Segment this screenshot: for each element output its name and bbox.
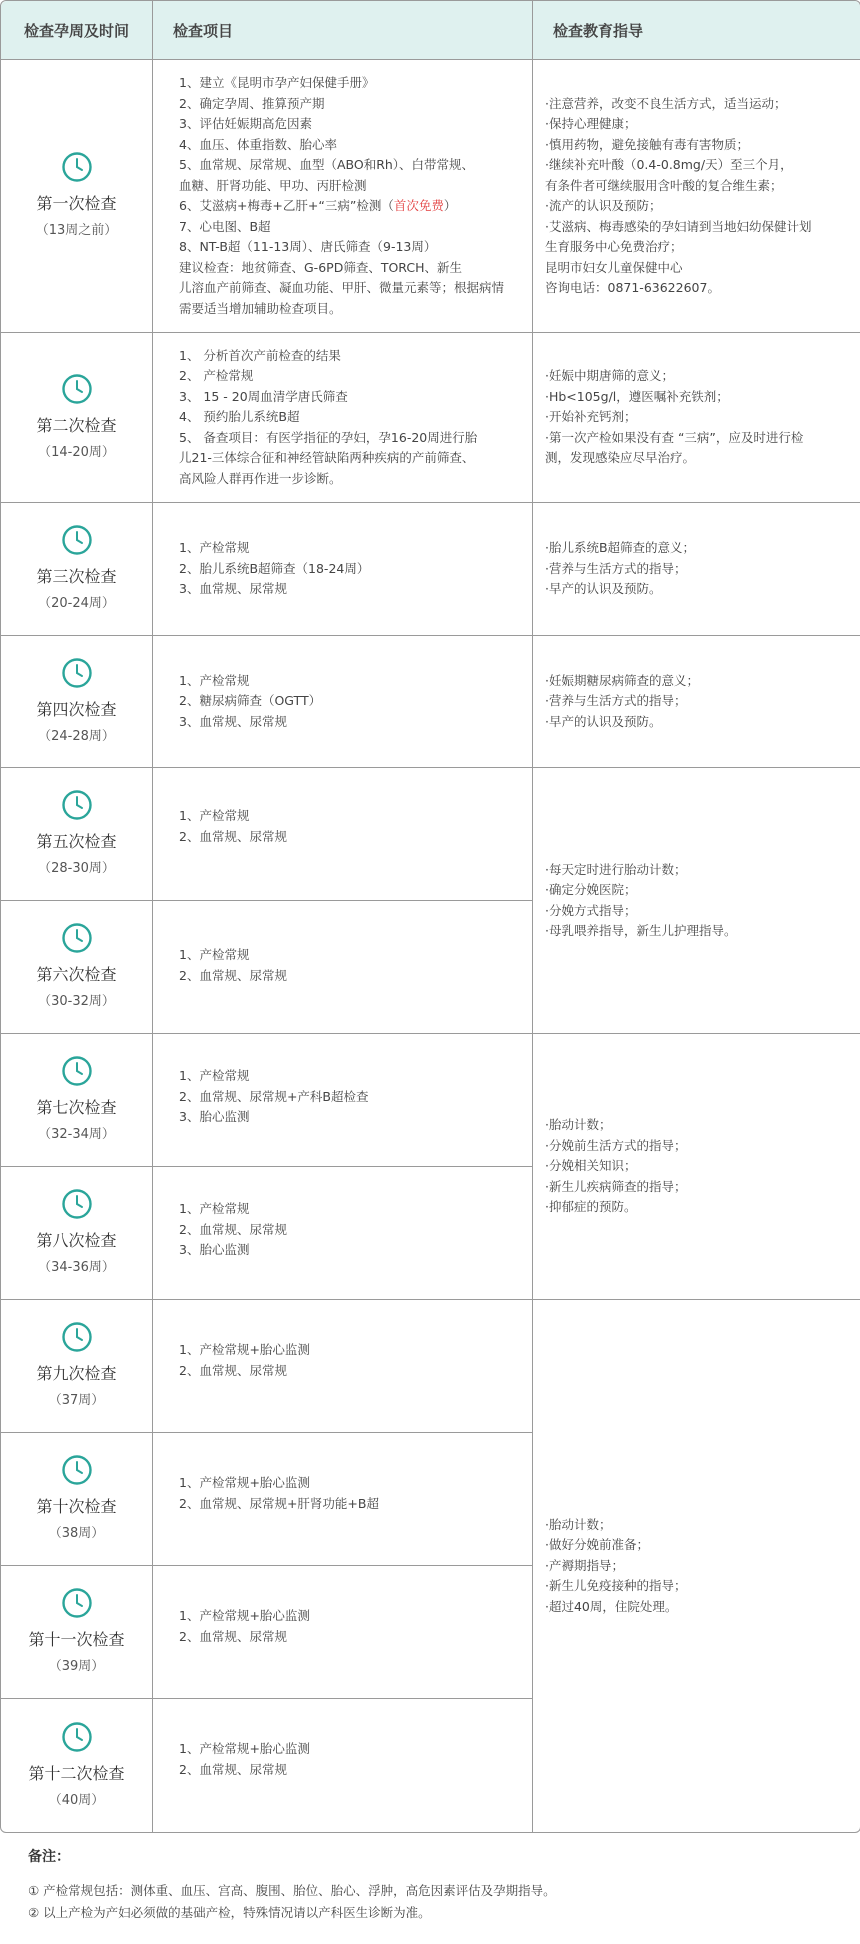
visit-items-cell — [153, 503, 533, 636]
item-line: 2、血常规、尿常规+产科B超检查 — [179, 1088, 369, 1104]
visit-name: 第四次检查 — [36, 699, 117, 719]
table-header-row — [1, 1, 860, 60]
guide-line: 生育服务中心免费治疗； — [545, 239, 683, 254]
header-items: 检查项目 — [153, 1, 533, 60]
guide-cell — [533, 636, 860, 768]
item-line: 2、血常规、尿常规 — [179, 1761, 287, 1777]
guide-line: ·Hb<105g/l，遵医嘱补充铁剂； — [545, 388, 729, 404]
visit-name: 第十次检查 — [36, 1497, 117, 1516]
item-line: 3、胎心监测 — [179, 1109, 250, 1124]
item-line: 1、 分析首次产前检查的结果 — [179, 347, 341, 363]
clock-icon — [61, 524, 93, 556]
item-line-free — [179, 196, 518, 217]
item-line: 需要适当增加辅助检查项目。 — [179, 300, 342, 316]
item-line: 5、 备查项目：有医学指征的孕妇，孕16-20周进行胎 — [179, 429, 478, 445]
guide-cell — [533, 333, 860, 503]
visit-time-cell — [1, 901, 153, 1034]
note-item: ① 产检常规包括：测体重、血压、宫高、腹围、胎位、胎心、浮肿，高危因素评估及孕期指导。 — [28, 1883, 556, 1898]
guide-line: ·艾滋病、梅毒感染的孕妇请到当地妇幼保健计划 — [545, 218, 812, 234]
note-item: ② 以上产检为产妇必须做的基础产检，特殊情况请以产科医生诊断为准。 — [28, 1905, 431, 1920]
guide-line: ·妊娠中期唐筛的意义； — [545, 368, 674, 384]
item-line: 1、产检常规 — [179, 672, 250, 688]
visit-items-cell — [153, 1433, 533, 1566]
notes-title: 备注： — [28, 1849, 70, 1865]
item-text-tail: ） — [443, 198, 457, 213]
table-row — [1, 1300, 860, 1433]
guide-line: ·胎儿系统B超筛查的意义； — [545, 540, 696, 556]
guide-line: 咨询电话：0871-63622607。 — [545, 280, 720, 295]
guide-line: ·营养与生活方式的指导； — [545, 693, 687, 709]
notes-section — [28, 1846, 848, 1924]
guide-line: ·早产的认识及预防。 — [545, 713, 662, 729]
item-line: 2、血常规、尿常规 — [179, 967, 287, 983]
guide-line: ·分娩前生活方式的指导； — [545, 1137, 687, 1153]
guide-line: ·做好分娩前准备； — [545, 1537, 649, 1553]
guide-line: ·每天定时进行胎动计数； — [545, 861, 687, 877]
guide-line: ·开始补充钙剂； — [545, 409, 637, 425]
visit-name: 第一次检查 — [36, 194, 117, 213]
visit-time-cell — [1, 1699, 153, 1832]
item-line: 1、产检常规+胎心监测 — [179, 1342, 310, 1357]
guide-line: ·第一次产检如果没有查 “三病”，应及时进行检 — [545, 429, 804, 445]
visit-name: 第三次检查 — [36, 567, 117, 586]
visit-weeks: （28-30周） — [38, 861, 115, 876]
item-text: 6、艾滋病+梅毒+乙肝+“三病”检测（ — [179, 198, 394, 213]
item-line: 2、血常规、尿常规 — [179, 1221, 287, 1237]
guide-line: ·母乳喂养指导，新生儿护理指导。 — [545, 923, 737, 938]
item-line: 8、NT-B超（11-13周）、唐氏筛查（9-13周） — [179, 239, 437, 254]
visit-weeks: （14-20周） — [38, 444, 115, 460]
table-row — [1, 636, 860, 768]
item-line: 3、血常规、尿常规 — [179, 713, 287, 729]
visit-items-cell — [153, 60, 533, 333]
guide-cell — [533, 1034, 860, 1300]
item-line: 1、产检常规 — [179, 540, 250, 556]
item-line: 1、建立《昆明市孕产妇保健手册》 — [179, 75, 375, 90]
item-line: 3、胎心监测 — [179, 1242, 250, 1257]
visit-name: 第七次检查 — [36, 1098, 117, 1117]
visit-items-cell — [153, 901, 533, 1034]
visit-items-cell — [153, 1566, 533, 1699]
visit-items-cell — [153, 1699, 533, 1832]
table-row — [1, 503, 860, 636]
guide-cell — [533, 60, 860, 333]
clock-icon — [61, 1055, 93, 1087]
item-line: 1、产检常规 — [179, 1201, 250, 1216]
guide-line: ·分娩相关知识； — [545, 1158, 637, 1174]
item-line: 1、产检常规 — [179, 808, 250, 823]
item-line: 2、血常规、尿常规 — [179, 828, 287, 844]
visit-weeks: （32-34周） — [38, 1127, 115, 1142]
item-line: 1、产检常规+胎心监测 — [179, 1741, 310, 1756]
item-line: 3、 15 - 20周血清学唐氏筛查 — [179, 388, 348, 404]
visit-time-cell — [1, 1167, 153, 1300]
item-line: 2、血常规、尿常规 — [179, 1628, 287, 1644]
visit-weeks: （20-24周） — [38, 596, 115, 611]
visit-time-cell — [1, 1566, 153, 1699]
item-line: 儿溶血产前筛查、凝血功能、甲肝、微量元素等；根据病情 — [179, 280, 505, 295]
guide-line: ·胎动计数； — [545, 1516, 612, 1532]
item-line: 1、产检常规+胎心监测 — [179, 1475, 310, 1490]
visit-time-cell — [1, 1433, 153, 1566]
clock-icon — [61, 1188, 93, 1220]
visit-weeks: （37周） — [48, 1393, 105, 1408]
guide-cell — [533, 503, 860, 636]
guide-line: ·妊娠期糖尿病筛查的意义； — [545, 672, 699, 688]
table-row — [1, 768, 860, 901]
visit-weeks: （13周之前） — [35, 223, 118, 238]
visit-weeks: （34-36周） — [38, 1260, 115, 1275]
guide-line: ·流产的认识及预防； — [545, 198, 662, 213]
item-line: 1、产检常规 — [179, 947, 250, 962]
visit-items-cell — [153, 636, 533, 768]
item-line: 5、血常规、尿常规、血型（ABO和Rh）、白带常规、 — [179, 157, 475, 172]
item-line: 建议检查：地贫筛查、G-6PD筛查、TORCH、新生 — [179, 259, 462, 275]
item-line: 1、产检常规 — [179, 1068, 250, 1083]
visit-name: 第十二次检查 — [28, 1763, 125, 1783]
visit-items-cell — [153, 1300, 533, 1433]
guide-line: ·营养与生活方式的指导； — [545, 560, 687, 576]
item-line: 4、 预约胎儿系统B超 — [179, 409, 300, 425]
guide-line: ·分娩方式指导； — [545, 902, 637, 918]
guide-line: ·注意营养，改变不良生活方式，适当运动； — [545, 95, 787, 111]
visit-time-cell — [1, 1300, 153, 1433]
item-line: 2、血常规、尿常规 — [179, 1362, 287, 1378]
guide-line: ·早产的认识及预防。 — [545, 581, 662, 597]
item-line: 3、评估妊娠期高危因素 — [179, 116, 312, 131]
visit-name: 第十一次检查 — [28, 1630, 125, 1649]
clock-icon — [61, 373, 93, 405]
header-guide: 检查教育指导 — [533, 1, 860, 60]
clock-icon — [61, 1587, 93, 1619]
item-line: 儿21-三体综合征和神经管缺陷两种疾病的产前筛查、 — [179, 450, 475, 466]
guide-line: ·继续补充叶酸（0.4-0.8mg/天）至三个月， — [545, 157, 793, 172]
item-line: 7、心电图、B超 — [179, 218, 271, 234]
guide-line: ·保持心理健康； — [545, 116, 637, 131]
visit-items-cell — [153, 1034, 533, 1167]
item-line: 高风险人群再作进一步诊断。 — [179, 470, 342, 486]
guide-line: ·慎用药物，避免接触有毒有害物质； — [545, 136, 749, 152]
visit-name: 第五次检查 — [36, 832, 117, 851]
visit-weeks: （24-28周） — [38, 728, 115, 744]
clock-icon — [61, 789, 93, 821]
visit-time-cell — [1, 503, 153, 636]
guide-line: ·新生儿免疫接种的指导； — [545, 1578, 687, 1594]
clock-icon — [61, 922, 93, 954]
table-row — [1, 333, 860, 503]
item-line: 2、 产检常规 — [179, 368, 254, 384]
free-badge-text: 首次免费 — [393, 198, 444, 213]
visit-name: 第二次检查 — [36, 415, 117, 435]
item-line: 2、确定孕周、推算预产期 — [179, 95, 325, 111]
item-line: 3、血常规、尿常规 — [179, 581, 287, 597]
item-line: 4、血压、体重指数、胎心率 — [179, 136, 337, 152]
clock-icon — [61, 1721, 93, 1753]
visit-time-cell — [1, 1034, 153, 1167]
clock-icon — [61, 1454, 93, 1486]
item-line: 2、血常规、尿常规+肝肾功能+B超 — [179, 1495, 379, 1511]
visit-items-cell — [153, 768, 533, 901]
visit-time-cell — [1, 333, 153, 503]
table-row — [1, 1034, 860, 1167]
item-line: 血糖、肝肾功能、甲功、丙肝检测 — [179, 177, 367, 193]
visit-name: 第八次检查 — [36, 1231, 117, 1250]
clock-icon — [61, 151, 93, 183]
item-line: 1、产检常规+胎心监测 — [179, 1608, 310, 1623]
guide-line: ·抑郁症的预防。 — [545, 1199, 637, 1215]
visit-weeks: （39周） — [48, 1659, 105, 1674]
visit-time-cell — [1, 768, 153, 901]
header-time: 检查孕周及时间 — [1, 1, 153, 60]
item-line: 2、胎儿系统B超筛查（18-24周） — [179, 560, 370, 576]
guide-line: ·超过40周，住院处理。 — [545, 1598, 678, 1614]
visit-time-cell — [1, 636, 153, 768]
guide-line: ·产褥期指导； — [545, 1557, 624, 1573]
item-line: 2、糖尿病筛查（OGTT） — [179, 693, 322, 709]
visit-weeks: （30-32周） — [38, 994, 115, 1009]
guide-cell — [533, 1300, 860, 1832]
guide-line: ·新生儿疾病筛查的指导； — [545, 1178, 687, 1194]
visit-weeks: （40周） — [48, 1792, 105, 1808]
clock-icon — [61, 657, 93, 689]
visit-items-cell — [153, 1167, 533, 1300]
guide-line: 有条件者可继续服用含叶酸的复合维生素； — [545, 177, 783, 193]
visit-name: 第六次检查 — [36, 965, 117, 984]
visit-items-cell — [153, 333, 533, 503]
visit-name: 第九次检查 — [36, 1364, 117, 1383]
guide-cell — [533, 768, 860, 1034]
table-row — [1, 60, 860, 333]
guide-line: 测，发现感染应尽早治疗。 — [545, 450, 696, 466]
guide-line: ·确定分娩医院； — [545, 882, 637, 897]
guide-line: ·胎动计数； — [545, 1117, 612, 1133]
clock-icon — [61, 1321, 93, 1353]
guide-line: 昆明市妇女儿童保健中心 — [545, 259, 683, 275]
visit-time-cell — [1, 60, 153, 333]
visit-weeks: （38周） — [48, 1526, 105, 1541]
